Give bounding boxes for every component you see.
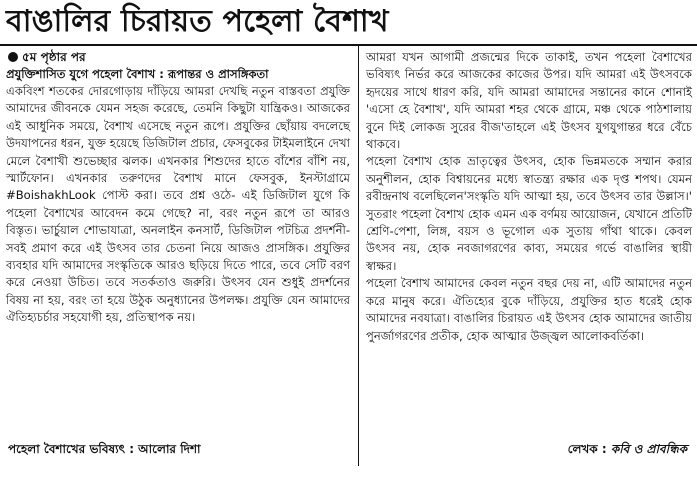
- byline-role: কবি ও প্রাবন্ধিক: [610, 442, 687, 456]
- section-subheading: প্রযুক্তিশাসিত যুগে পহেলা বৈশাখ : রূপান্তর ও প্রাসঙ্গিকতা: [6, 67, 269, 81]
- headline: বাঙালির চিরায়ত পহেলা বৈশাখ: [6, 4, 389, 39]
- right-paragraph-2: পহেলা বৈশাখ হোক ভ্রাতৃত্বের উৎসব, হোক ভিন্নমতকে সম্মান করার অনুশীলন, হোক বিশ্বায়নের মধ্যে স্বাতন্ত্র্য রক্ষার এক দৃপ্ত শপথ। যেমন রবীন্দ্রনাথ বলেছিলেন'সংস্কৃতি যদি আত্মা হয়, তবে উৎসব তার উল্লাস।' সুতরাং পহেলা বৈশাখ হোক এমন এক বর্ণময় আয়োজন, যেখানে প্রতিটি শ্রেণি-পেশা, লিঙ্গ, বয়স ও ভূগোল এক সুতায় গাঁথা থাকে। কেবল উৎসব নয়, হোক নবজাগরণের কাব্য, সময়ের গর্ভে বাঙালির স্থায়ী স্বাক্ষর।: [366, 154, 692, 273]
- continued-from-text: ৫ম পৃষ্ঠার পর: [22, 50, 86, 64]
- headline-divider: [0, 44, 697, 46]
- byline-label: লেখক :: [567, 442, 607, 456]
- right-column: [366, 49, 692, 345]
- bullet-icon: [8, 52, 18, 62]
- next-section-subheading: পহেলা বৈশাখের ভবিষ্যৎ : আলোর দিশা: [8, 442, 201, 456]
- column-divider: [358, 46, 359, 466]
- right-paragraph-1: আমরা যখন আগামী প্রজন্মের দিকে তাকাই, তখন পহেলা বৈশাখের ভবিষ্যৎ নির্ভর করে আজকের কাজের উপর। যদি আমরা এই উৎসবকে হৃদয়ের সাথে ধারণ করি, যদি আমরা আমাদের সন্তানের কানে শোনাই 'এসো হে বৈশাখ', যদি আমরা শহর থেকে গ্রামে, মঞ্চ থেকে পাঠশালায় বুনে দিই লোকজ সুরের বীজ'তাহলে এই উৎসব যুগযুগান্তর ধরে বেঁচে থাকবে।: [366, 50, 692, 152]
- right-paragraph-3: পহেলা বৈশাখ আমাদের কেবল নতুন বছর দেয় না, এটি আমাদের নতুন করে মানুষ করে। ঐতিহ্যের বুকে দাঁড়িয়ে, প্রযুক্তির হাত ধরেই হোক আমাদের নবযাত্রা। বাঙালির চিরায়ত এই উৎসব হোক আমাদের জাতীয় পুনর্জাগরণের প্রতীক, হোক আত্মার উজ্জ্বল আলোকবর্তিকা।: [366, 276, 692, 343]
- left-column: [6, 49, 350, 327]
- continued-from: [6, 49, 350, 65]
- author-byline: [568, 441, 687, 457]
- left-body-paragraph: একবিংশ শতকের দোরগোড়ায় দাঁড়িয়ে আমরা দেখছি নতুন বাস্তবতা প্রযুক্তি আমাদের জীবনকে যেমন সহজ করেছে, তেমনি কিছুটা যান্ত্রিকও। আজকের এই আধুনিক সময়ে, বৈশাখ এসেছে নতুন রূপে। প্রযুক্তির ছোঁয়ায় বদলেছে উদযাপনের ধরন, যুক্ত হয়েছে ডিজিটাল প্রচার, ফেসবুকের টাইমলাইনে দেখা মেলে বৈশাখী শুভেচ্ছার ঝলক। এখনকার শিশুদের হাতে বাঁশের বাঁশি নয়, স্মার্টফোন। এখনকার তরুণদের বৈশাখ মানে ফেসবুক, ইনস্টাগ্রামে #BoishakhLook পোস্ট করা। তবে প্রশ্ন ওঠে- এই ডিজিটাল যুগে কি পহেলা বৈশাখের আবেদন কমে গেছে? না, বরং নতুন রূপে তা আরও বিস্তৃত। ভার্চুয়াল শোভাযাত্রা, অনলাইন কনসার্ট, ডিজিটাল পটচিত্র প্রদর্শনী- সবই প্রমাণ করে এই উৎসব তার চেতনা নিয়ে আজও প্রাসঙ্গিক। প্রযুক্তির ব্যবহার যদি আমাদের সংস্কৃতিকে আরও ছড়িয়ে দিতে পারে, তবে সেটি বরণ করে নেওয়া উচিত। তবে সতর্কতাও জরুরি। উৎসব যেন শুধুই প্রদর্শনের বিষয় না হয়, বরং তা হয়ে উঠুক অনুধ্যানের উপলক্ষ। প্রযুক্তি যেন আমাদের ঐতিহ্যচর্চার সহযোগী হয়, প্রতিস্থাপক নয়।: [6, 84, 350, 325]
